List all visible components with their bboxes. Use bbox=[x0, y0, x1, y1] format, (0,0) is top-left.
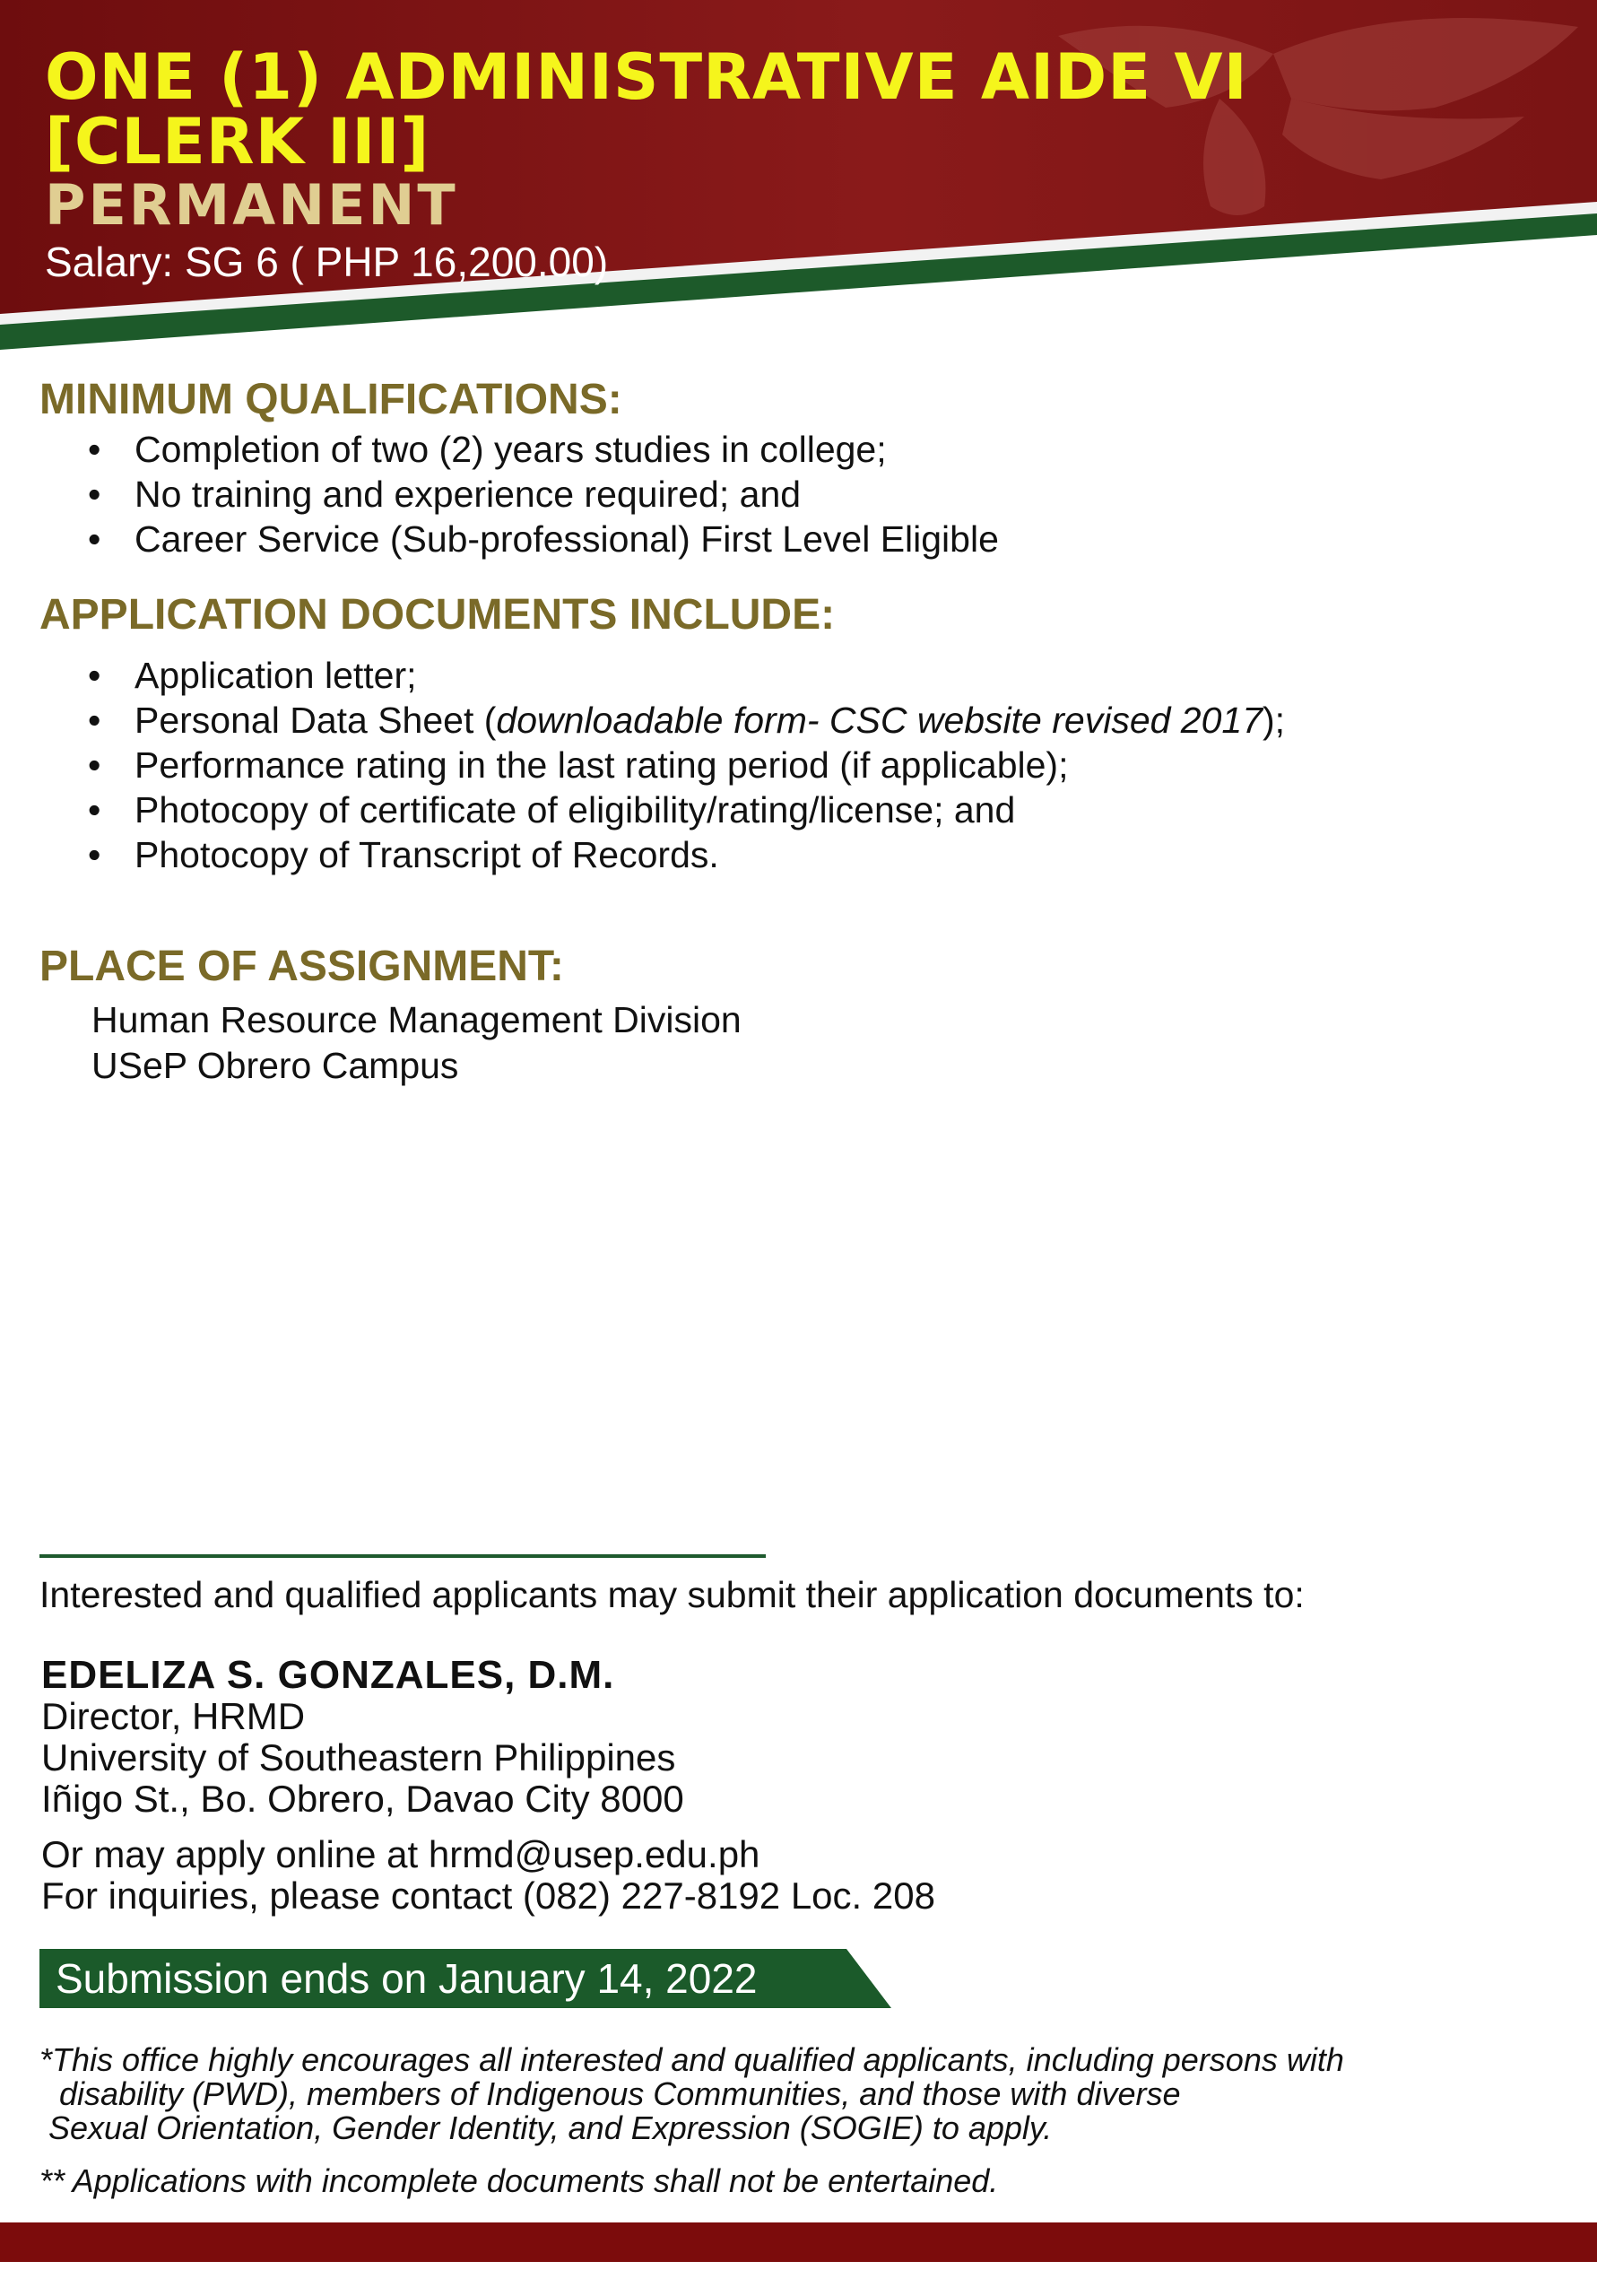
note-line: disability (PWD), members of Indigenous Communities, and those with diverse bbox=[59, 2075, 1181, 2112]
list-item: • Photocopy of Transcript of Records. bbox=[88, 832, 1285, 877]
contact-block bbox=[41, 1655, 684, 1820]
contact-university: University of Southeastern Philippines bbox=[41, 1736, 676, 1779]
list-item: • Application letter; bbox=[88, 653, 1285, 698]
title-block bbox=[45, 40, 1248, 285]
assignment-campus: USeP Obrero Campus bbox=[91, 1045, 459, 1086]
deadline-banner bbox=[39, 1949, 891, 2008]
pds-note: downloadable form- CSC website revised 2017 bbox=[496, 700, 1263, 741]
deadline-text: Submission ends on January 14, 2022 bbox=[56, 1955, 758, 2002]
note-line: *This office highly encourages all interested and qualified applicants, including persons with bbox=[39, 2041, 1344, 2078]
position-subtitle: [CLERK III] bbox=[45, 105, 430, 178]
contact-position: Director, HRMD bbox=[41, 1695, 306, 1737]
list-item: • Career Service (Sub-professional) First Level Eligible bbox=[88, 517, 999, 561]
header-banner bbox=[0, 0, 1597, 359]
assignment-division: Human Resource Management Division bbox=[91, 999, 742, 1040]
online-apply-text: Or may apply online at hrmd@usep.edu.ph bbox=[41, 1833, 760, 1875]
divider-line bbox=[39, 1554, 766, 1558]
list-item: • Performance rating in the last rating period (if applicable); bbox=[88, 743, 1285, 787]
documents-list bbox=[88, 653, 1285, 877]
online-block bbox=[41, 1834, 935, 1917]
note-line: Sexual Orientation, Gender Identity, and Expression (SOGIE) to apply. bbox=[48, 2109, 1053, 2146]
qualifications-heading: MINIMUM QUALIFICATIONS: bbox=[39, 376, 622, 423]
pds-prefix: Personal Data Sheet ( bbox=[135, 700, 497, 741]
submission-intro: Interested and qualified applicants may submit their application documents to: bbox=[39, 1574, 1305, 1615]
pds-suffix: ); bbox=[1263, 700, 1286, 741]
list-item: • Photocopy of certificate of eligibility/rating/license; and bbox=[88, 787, 1285, 832]
position-title: ONE (1) ADMINISTRATIVE AIDE VI bbox=[45, 40, 1248, 114]
incomplete-docs-note: ** Applications with incomplete documents shall not be entertained. bbox=[39, 2162, 999, 2199]
inquiries-text: For inquiries, please contact (082) 227-8192 Loc. 208 bbox=[41, 1874, 935, 1917]
list-item: • Completion of two (2) years studies in college; bbox=[88, 427, 999, 472]
employment-status: PERMANENT bbox=[45, 172, 458, 238]
salary-text: Salary: SG 6 ( PHP 16,200.00) bbox=[45, 239, 609, 285]
contact-name: EDELIZA S. GONZALES, D.M. bbox=[41, 1653, 615, 1697]
footer-bar bbox=[0, 2222, 1597, 2262]
qualifications-list bbox=[88, 427, 999, 561]
list-item: • No training and experience required; and bbox=[88, 472, 999, 517]
contact-address: Iñigo St., Bo. Obrero, Davao City 8000 bbox=[41, 1778, 684, 1820]
inclusion-note bbox=[39, 2043, 1519, 2145]
list-item bbox=[88, 698, 1285, 743]
documents-heading: APPLICATION DOCUMENTS INCLUDE: bbox=[39, 591, 836, 639]
assignment-heading: PLACE OF ASSIGNMENT: bbox=[39, 943, 564, 990]
